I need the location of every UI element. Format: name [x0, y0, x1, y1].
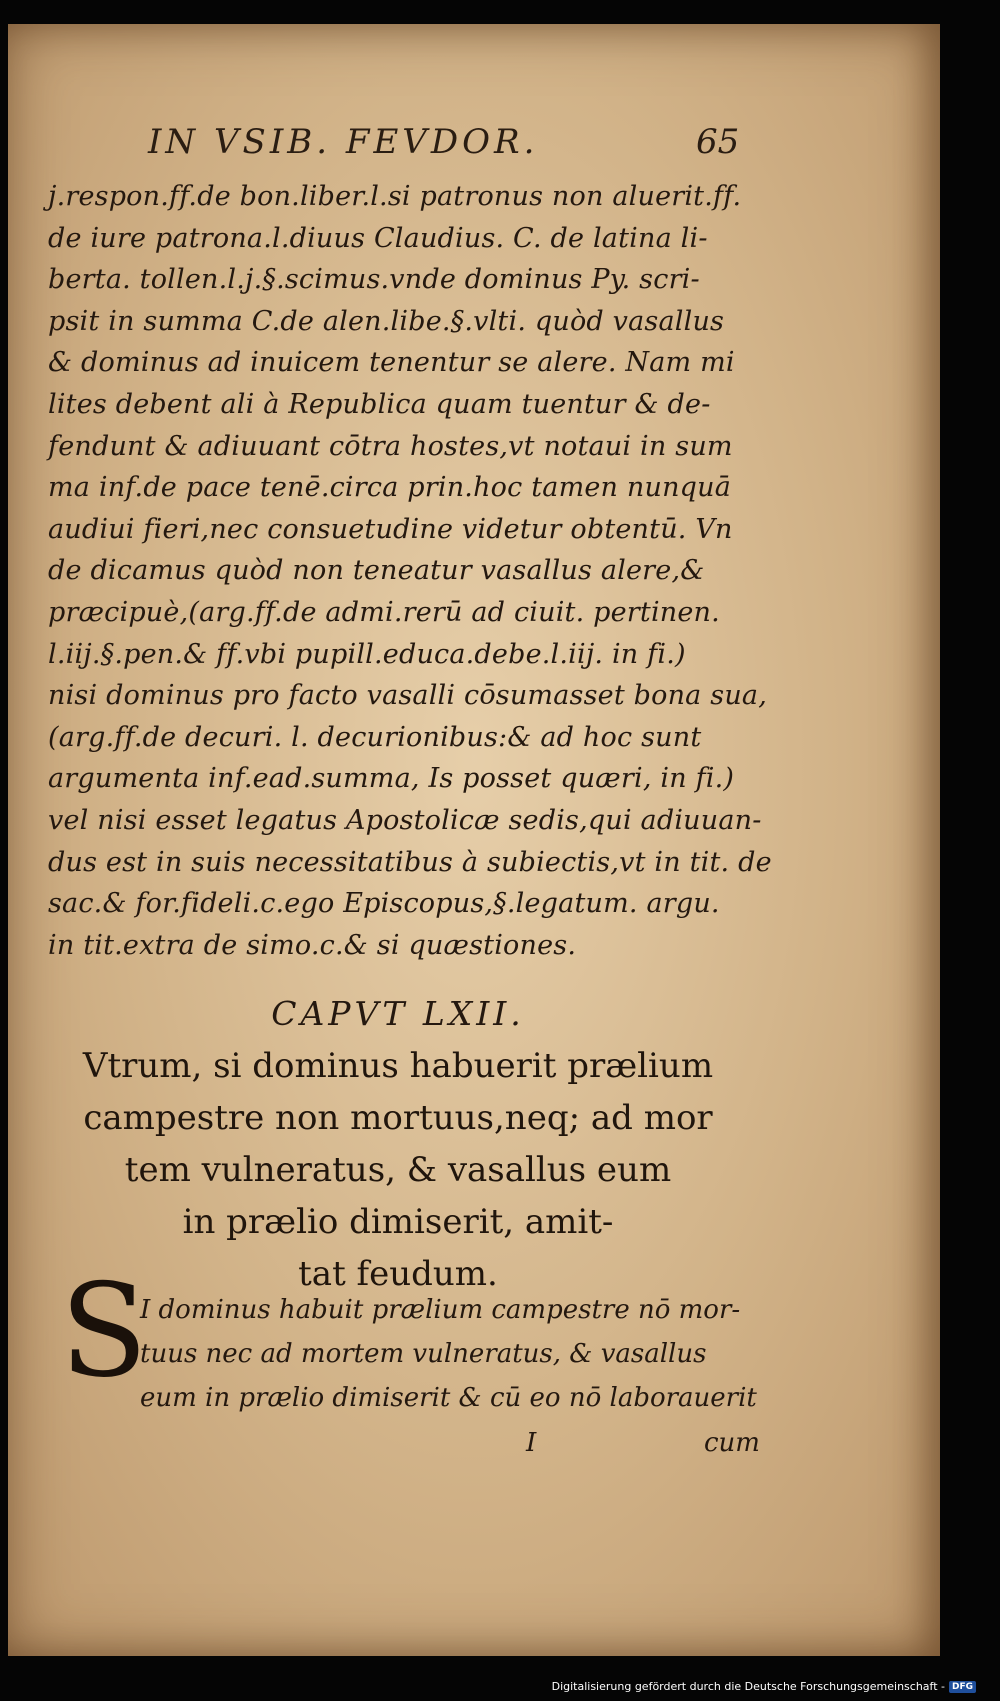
text-line: I dominus habuit prælium campestre nō mor- — [140, 1295, 741, 1325]
text-line: nisi dominus pro facto vasalli cōsumasset bona sua, — [48, 680, 767, 712]
text-line: fendunt & adiuuant cōtra hostes,vt notaui in sum — [48, 430, 733, 462]
signature-mark: I — [526, 1428, 537, 1458]
chapter-paragraph — [140, 1288, 757, 1420]
credit-text: Digitalisierung gefördert durch die Deutsche Forschungsgemeinschaft - — [551, 1680, 945, 1693]
text-line: tuus nec ad mortem vulneratus, & vasallus — [140, 1339, 707, 1369]
text-line: berta. tollen.l.j.§.scimus.vnde dominus Py. scri- — [48, 264, 700, 296]
text-line: j.respon.ff.de bon.liber.l.si patronus non aluerit.ff. — [48, 181, 742, 212]
chapter-title-line: Vtrum, si dominus habuerit prælium — [82, 1046, 714, 1086]
chapter-title — [48, 1040, 748, 1300]
book-page — [8, 24, 940, 1656]
running-title: IN VSIB. FEVDOR. — [148, 122, 539, 162]
decorated-initial: S — [60, 1257, 148, 1406]
text-line: de dicamus quòd non teneatur vasallus alere,& — [48, 555, 705, 587]
running-header — [148, 112, 748, 176]
text-line: lites debent ali à Republica quam tuentur & de- — [48, 388, 711, 420]
chapter-title-line: campestre non mortuus,neq; ad mor — [83, 1098, 713, 1138]
text-line: audiui fieri,nec consuetudine videtur obtentū. Vn — [48, 513, 733, 545]
text-line: & dominus ad inuicem tenentur se alere. Nam mi — [48, 347, 735, 379]
text-line: psit in summa C.de alen.libe.§.vlti. quòd vasallus — [48, 305, 725, 337]
catchword: cum — [704, 1428, 760, 1458]
text-line: præcipuè,(arg.ff.de admi.rerū ad ciuit. pertinen. — [48, 596, 720, 628]
digitization-credit — [552, 1680, 976, 1693]
dfg-logo-icon: DFG — [949, 1681, 976, 1693]
text-line: vel nisi esset legatus Apostolicæ sedis,qui adiuuan- — [48, 804, 762, 836]
page-number: 65 — [696, 122, 740, 162]
text-line: sac.& for.fideli.c.ego Episcopus,§.legatum. argu. — [48, 888, 720, 920]
text-line: l.iij.§.pen.& ff.vbi pupill.educa.debe.l.iij. in fi.) — [48, 638, 686, 670]
text-line: dus est in suis necessitatibus à subiectis,vt in tit. de — [48, 846, 772, 878]
chapter-title-line: in prælio dimiserit, amit- — [182, 1202, 614, 1242]
text-line: in tit.extra de simo.c.& si quæstiones. — [48, 929, 577, 961]
chapter-title-line: tat feudum. — [298, 1254, 498, 1294]
chapter-number: CAPVT LXII. — [271, 994, 525, 1033]
body-paragraph — [48, 176, 772, 966]
text-line: ma inf.de pace tenē.circa prin.hoc tamen nunquā — [48, 472, 732, 504]
text-line: de iure patrona.l.diuus Claudius. C. de latina li- — [48, 222, 708, 254]
text-line: eum in prælio dimiserit & cū eo nō laborauerit — [140, 1383, 757, 1413]
text-line: argumenta inf.ead.summa, Is posset quæri, in fi.) — [48, 763, 735, 795]
chapter-title-line: tem vulneratus, & vasallus eum — [124, 1150, 672, 1190]
text-line: (arg.ff.de decuri. l. decurionibus:& ad hoc sunt — [48, 721, 702, 753]
